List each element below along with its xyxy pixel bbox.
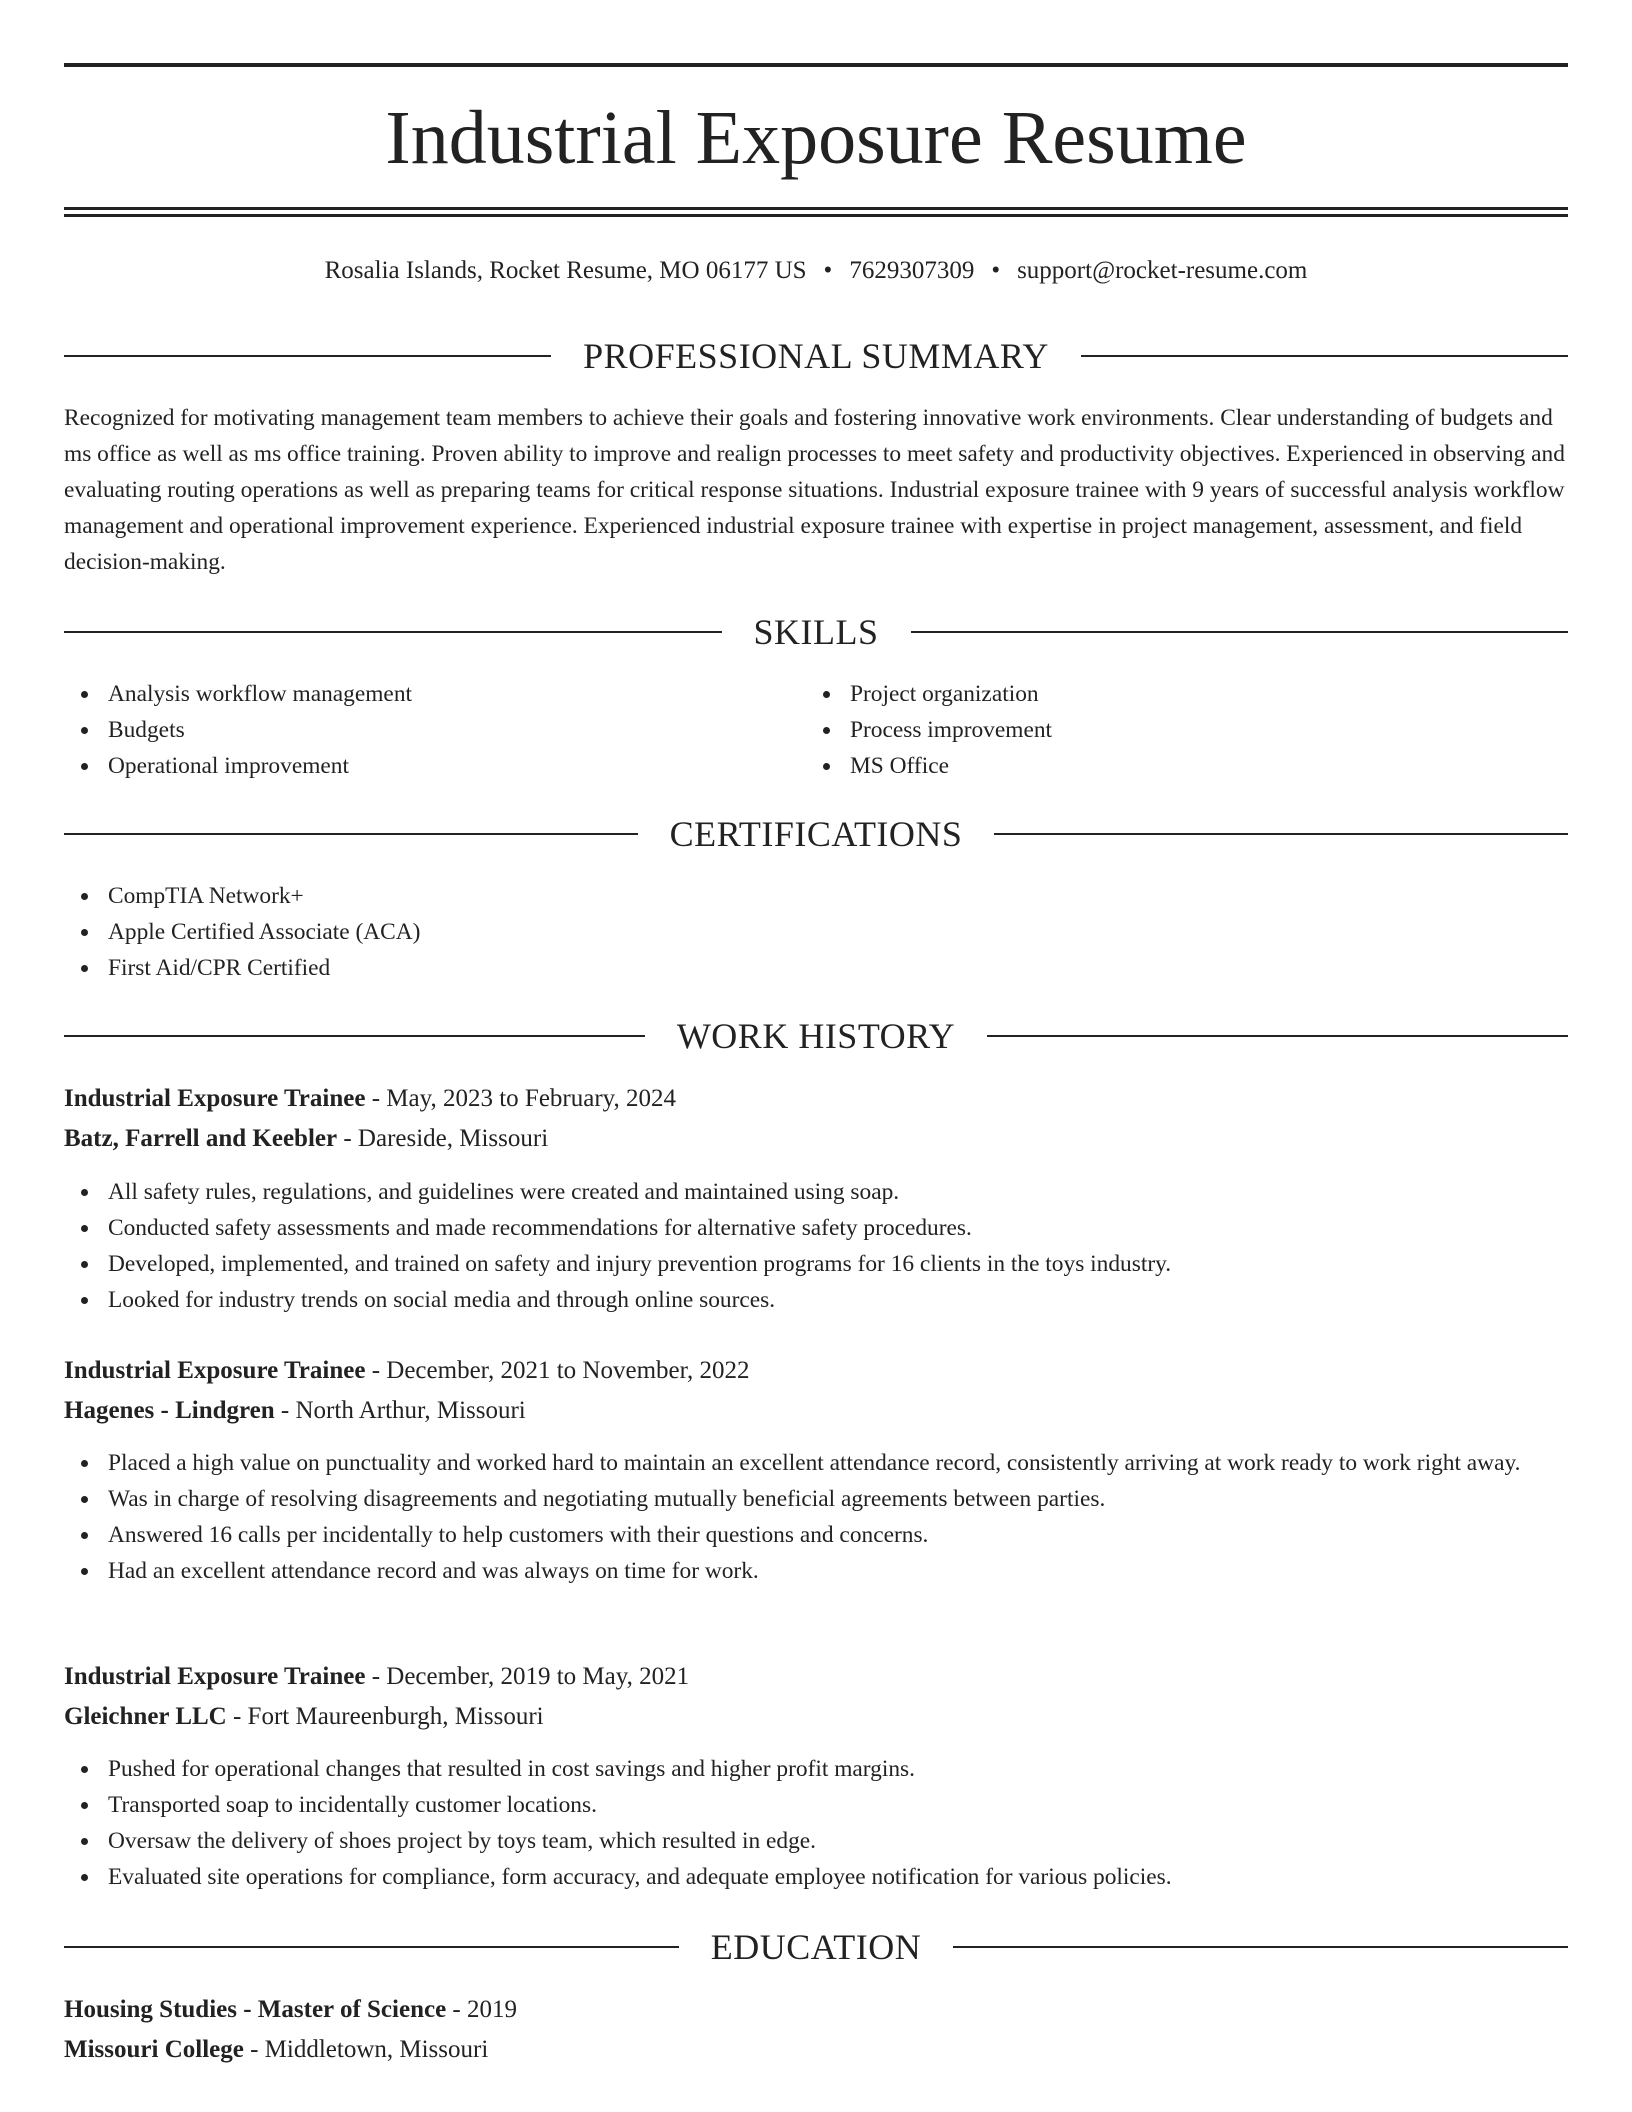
job-company: Batz, Farrell and Keebler [64,1125,338,1152]
job-bullet: Looked for industry trends on social media and through online sources. [108,1282,1568,1318]
job-bullet: Pushed for operational changes that resulted in cost savings and higher profit margins. [108,1751,1568,1787]
job-bullets [64,1751,1568,1895]
education-heading-label: EDUCATION [710,1927,922,1967]
title-double-rule [64,207,1568,217]
summary-heading [64,336,1568,376]
job-location: - North Arthur, Missouri [274,1397,526,1424]
certifications-list [64,878,1568,986]
job-bullet: Answered 16 calls per incidentally to help customers with their questions and concerns. [108,1517,1568,1553]
education-school: Missouri College [64,2036,244,2063]
job-bullets [64,1174,1568,1318]
education-degree: Housing Studies - Master of Science [64,1996,447,2023]
certifications-heading [64,814,1568,854]
job-dates: - December, 2021 to November, 2022 [365,1357,750,1384]
job-dates: - May, 2023 to February, 2024 [365,1085,677,1112]
job-bullet: Transported soap to incidentally customer locations. [108,1787,1568,1823]
skills-heading [64,612,1568,652]
skills-column-right [806,676,1548,784]
education-year: - 2019 [446,1996,517,2023]
summary-text: Recognized for motivating management team members to achieve their goals and fostering innovative work environments. Clear understanding of budgets and ms office as well as ms office training. Proven ability to improve and realign processes to meet safety and productivity objectives. Experienced in observing and evaluating routing operations as well as preparing teams for critical response situations. Industrial exposure trainee with 9 years of successful analysis workflow management and operational improvement experience. Experienced industrial exposure trainee with expertise in project management, assessment, and field decision-making. [64,405,1565,575]
job-bullet: Evaluated site operations for compliance, form accuracy, and adequate employee notification for various policies. [108,1859,1568,1895]
job-title-line [64,1351,1568,1391]
job-bullet: Conducted safety assessments and made recommendations for alternative safety procedures. [108,1210,1568,1246]
contact-email: support@rocket-resume.com [1017,257,1308,284]
job-dates: - December, 2019 to May, 2021 [365,1663,690,1690]
heading-rule-right [953,1946,1568,1948]
job-bullet: Placed a high value on punctuality and worked hard to maintain an excellent attendance record, consistently arriving at work ready to work right away. [108,1445,1568,1481]
education-location: - Middletown, Missouri [243,2036,489,2063]
heading-rule-right [911,631,1569,633]
job-bullets [64,1445,1568,1589]
skills-heading-label: SKILLS [753,612,879,652]
job-title-line [64,1079,1568,1119]
top-rule [64,63,1568,67]
certification-item: Apple Certified Associate (ACA) [108,914,1568,950]
certification-item: CompTIA Network+ [108,878,1568,914]
job-company-line [64,1391,1568,1431]
heading-rule-right [987,1035,1568,1037]
certifications-heading-label: CERTIFICATIONS [669,814,963,854]
contact-line [64,258,1568,283]
job-title-line [64,1657,1568,1697]
job-company: Hagenes - Lindgren [64,1397,275,1424]
job-company-line [64,1697,1568,1737]
job-title: Industrial Exposure Trainee [64,1663,366,1690]
job-company-line [64,1119,1568,1159]
job-bullet: Had an excellent attendance record and was always on time for work. [108,1553,1568,1589]
job-company: Gleichner LLC [64,1703,227,1730]
job-entry [64,1079,1568,1159]
contact-separator: • [823,257,833,284]
heading-rule-left [64,1946,679,1948]
skill-item: MS Office [850,748,1548,784]
education-heading [64,1927,1568,1967]
job-entry [64,1657,1568,1737]
heading-rule-right [994,833,1568,835]
skill-item: Budgets [108,712,806,748]
job-bullet: Was in charge of resolving disagreements and negotiating mutually beneficial agreements between parties. [108,1481,1568,1517]
heading-rule-left [64,355,551,357]
certification-item: First Aid/CPR Certified [108,950,1568,986]
skills-list [64,676,1568,784]
contact-separator: • [991,257,1001,284]
job-location: - Dareside, Missouri [337,1125,549,1152]
job-title: Industrial Exposure Trainee [64,1357,366,1384]
job-entry [64,1351,1568,1431]
education-degree-line [64,1990,1568,2030]
page-title: Industrial Exposure Resume [385,96,1247,180]
skill-item: Process improvement [850,712,1548,748]
skill-item: Operational improvement [108,748,806,784]
skill-item: Project organization [850,676,1548,712]
job-bullet: Developed, implemented, and trained on safety and injury prevention programs for 16 clients in the toys industry. [108,1246,1568,1282]
contact-phone: 7629307309 [849,257,975,284]
heading-rule-right [1081,355,1568,357]
summary-heading-label: PROFESSIONAL SUMMARY [583,336,1049,376]
heading-rule-left [64,1035,645,1037]
job-title: Industrial Exposure Trainee [64,1085,366,1112]
contact-address: Rosalia Islands, Rocket Resume, MO 06177 US [324,257,807,284]
heading-rule-left [64,833,638,835]
job-bullet: Oversaw the delivery of shoes project by toys team, which resulted in edge. [108,1823,1568,1859]
job-bullet: All safety rules, regulations, and guidelines were created and maintained using soap. [108,1174,1568,1210]
skills-column-left [64,676,806,784]
skill-item: Analysis workflow management [108,676,806,712]
work-history-heading [64,1016,1568,1056]
job-location: - Fort Maureenburgh, Missouri [226,1703,544,1730]
heading-rule-left [64,631,722,633]
education-school-line [64,2030,1568,2070]
work-history-heading-label: WORK HISTORY [676,1016,956,1056]
education-entry [64,1990,1568,2070]
